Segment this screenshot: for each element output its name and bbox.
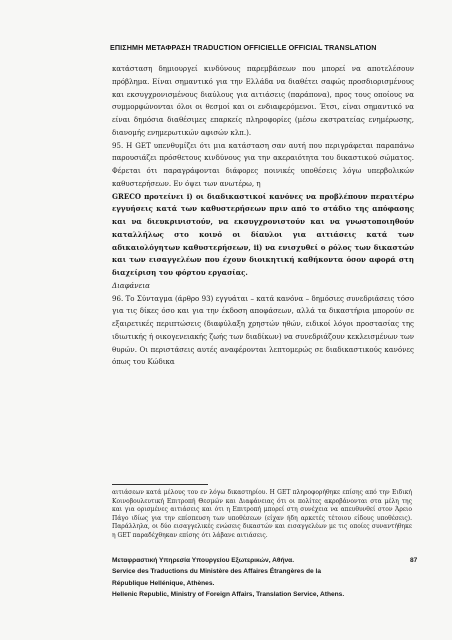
footnote-separator — [112, 484, 208, 485]
paragraph-continuation: κατάσταση δημιουργεί κινδύνους παρεμβάσεων που μπορεί να αποτελέσουν πρόβλημα. Είναι σημαντικό για την Ελλάδα να διαθέτει σαφώς προσδιορισμένους και εκσυγχρονισμένους διαύλους για αιτιάσεις (παράπονα), προς τους οποίους να συμμορφώνονται όλοι οι θεσμοί και οι ενδιαφερόμενοι. Έτσι, είναι σημαντικό να είναι δημόσια διαθέσιμες επαρκείς πληροφορίες (μέσω εκστρατείας ενημέρωσης, διανομής ενημερωτικών αφισών κλπ.). — [112, 64, 414, 137]
page-header: ΕΠΙΣΗΜΗ ΜΕΤΑΦΡΑΣΗ TRADUCTION OFFICIELLE OFFICIAL TRANSLATION — [110, 43, 377, 52]
footnote-text: αιτιάσεων κατά μέλους του εν λόγω δικαστηρίου. Η GET πληροφορήθηκε επίσης από την Ειδική Κοινοβουλευτική Επιτροπή Θεσμών και Διαφάνειας ότι οι πολίτες ακροβάνονται στα μέλη της και για ορισμένες αιτιάσεις και ότι η Επιτροπή μπορεί στη συνέχεια να απευθυνθεί στον Άρειο Πάγο ιδίως για την επίσπευση των υποθέσεων (είχαν ήδη αρκετές τέτοιου είδους υποθέσεις). Παράλληλα, οι δύο εισαγγελικές ενώσεις δικαστών και εισαγγελέων με τις οποίες συναντήθηκε η GET παραδέχθηκαν επίσης ότι λάβανε αιτιάσεις. — [112, 489, 412, 539]
footer-line-french-1: Service des Traductions du Ministère des Affaires Étrangères de la — [112, 568, 322, 576]
body-text — [112, 63, 414, 369]
footer-line-french-2: République Hellénique, Athènes. — [112, 579, 215, 587]
greco-recommendation: GRECO προτείνει i) οι διαδικαστικοί κανόνες να προβλέπουν περαιτέρω εγγυήσεις κατά των καθυστερήσεων πριν από το στάδιο της απόφασης και να διευκρινιστούν, να εκσυγχρονιστούν και να γνωστοποιηθούν καταλλήλως στο κοινό οι δίαυλοι για αιτιάσεις κατά των αδικαιολόγητων καθυστερήσεων, ii) να ενισχυθεί ο ρόλος των δικαστών και των εισαγγελέων που έχουν διοικητική καθήκοντα όσον αφορά στη διαχείριση του φόρτου εργασίας. — [112, 191, 414, 277]
paragraph-95: 95. Η GET υπενθυμίζει ότι μια κατάσταση σαν αυτή που περιγράφεται παραπάνω παρουσιάζει πρόσθετους κινδύνους για την ακεραιότητα του δικαστικού σώματος. Φέρεται ότι παραγράφονται διάφορες ποινικές υποθέσεις λόγω υπερβολικών καθυστερήσεων. Εν όψει των ανωτέρω, η — [112, 140, 414, 188]
section-heading-transparency: Διαφάνεια — [112, 280, 150, 290]
footer-line-english: Hellenic Republic, Ministry of Foreign Affairs, Translation Service, Athens. — [112, 590, 345, 598]
translation-service-footer — [112, 555, 432, 600]
page-number: 87 — [410, 557, 418, 564]
footer-line-greek: Μεταφραστική Υπηρεσία Υπουργείου Εξωτερικών, Αθήνα. — [112, 557, 295, 564]
paragraph-96: 96. Το Σύνταγμα (άρθρο 93) εγγυάται – κατά κανόνα – δημόσιες συνεδριάσεις τόσο για τις δίκες όσο και για την έκδοση αποφάσεων, αλλά τα δικαστήρια μπορούν σε εξαιρετικές περιπτώσεις (διαφύλαξη χρηστών ηθών, ειδικοί λόγοι προστασίας της ιδιωτικής ή οικογενειακής ζωής των διαδίκων) να συνεδριάζουν κεκλεισμένων των θυρών. Οι περιστάσεις αυτές αναφέρονται λεπτομερώς σε διαδικαστικούς κανόνες όπως του Κώδικα — [112, 293, 414, 367]
